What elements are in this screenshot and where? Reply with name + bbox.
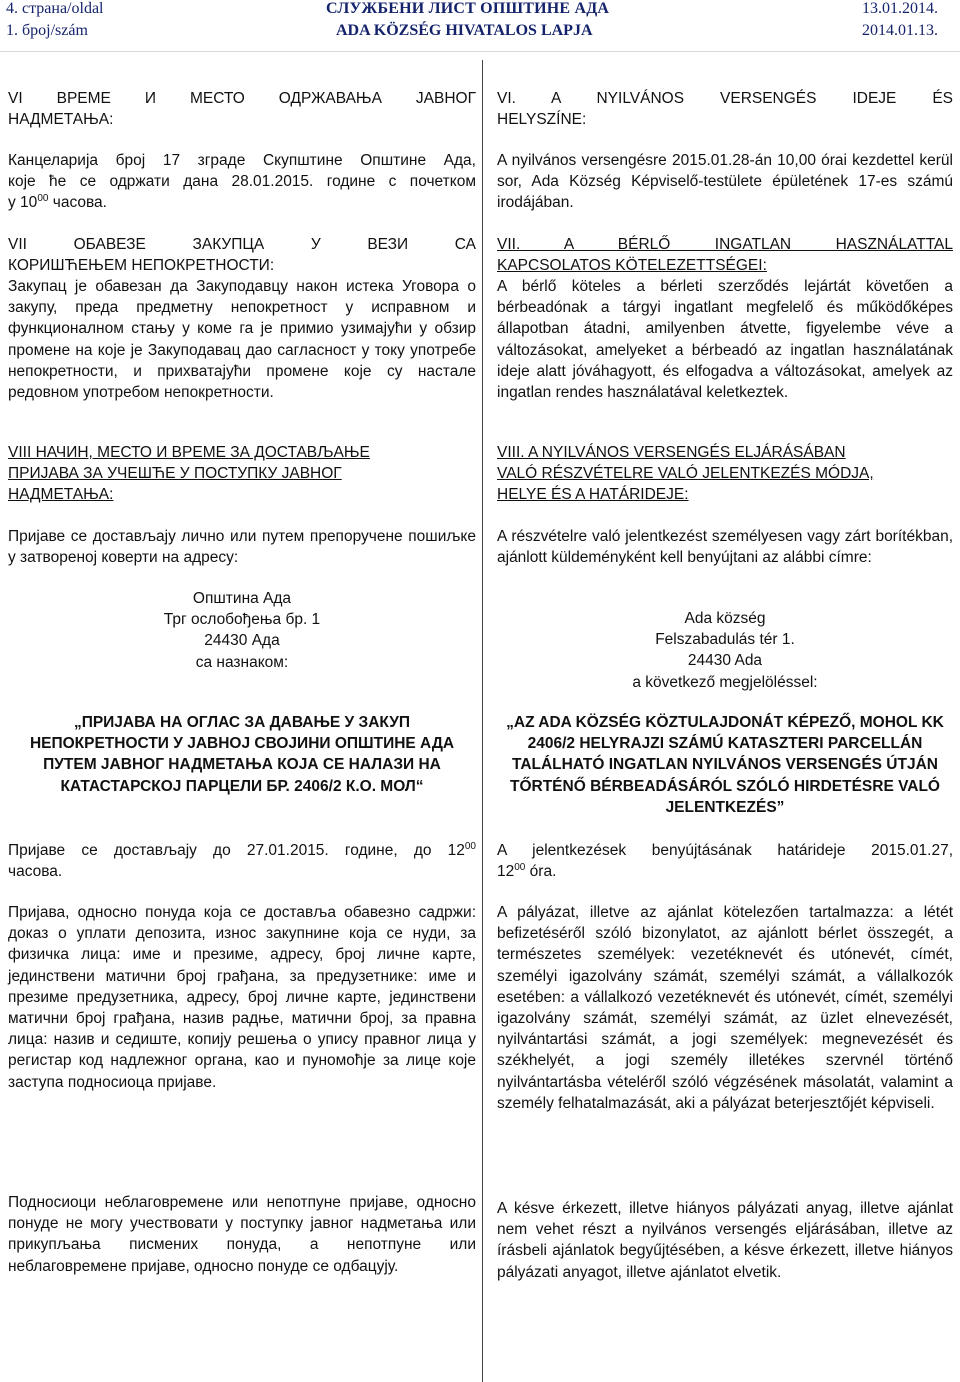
date-sr: 13.01.2014. xyxy=(862,0,938,17)
application-contents-hu: A pályázat, illetve az ajánlat kötelezően tartalmazza: a létét befizetéséről szóló bizonylatot, az ajánlott bérlet összegét, a természetes személyek: vezetéknevét és utónevét, címét, személyi igazolvány számát, személyi számát, a vállalkozók esetében: a vállalkozó vezetéknevét és utónevét, címét, személyi igazolvány számát, személyi számát, az üzlet elnevezését, nyilvántartási számát, a jogi személyek: megnevezését és székhelyét, a jogi személy illetékes szervnél történő nyilvántartásba vételéről szóló végzésének másolatát, valamint a személy felhatalmazását, aki a pályázat beterjesztőjét képviseli. xyxy=(497,904,953,1112)
section-6-heading-hu: VI. A NYILVÁNOS VERSENGÉS IDEJE ÉS HELYSZÍNE: xyxy=(497,90,953,129)
late-applications: Подносиоци неблаговремене или непотпуне пријаве, односно понуде не могу учествовати у поступку јавног надметања или прикупљања писмених понуда, а непотпуне или неблаговремене пријаве, односно понуде се одбацују. xyxy=(8,1194,476,1275)
deadline-hu: A jelentkezések benyújtásának határideje 2015.01.27, $12^{00}$ óra. xyxy=(497,842,953,881)
date-hu: 2014.01.13. xyxy=(862,22,938,39)
issue-number: 1. број/szám xyxy=(6,22,88,39)
publication-title-hu: ADA KÖZSÉG HIVATALOS LAPJA xyxy=(336,22,593,39)
section-7-heading-hu: VII. A BÉRLŐ INGATLAN HASZNÁLATTAL KAPCSOLATOS KÖTELEZETTSÉGEI: xyxy=(497,236,953,275)
publication-title-sr: СЛУЖБЕНИ ЛИСТ ОПШТИНЕ АДА xyxy=(326,0,610,17)
application-title: „ПРИЈАВА НА ОГЛАС ЗА ДАВАЊЕ У ЗАКУП НЕПОКРЕТНОСТИ У ЈАВНОЈ СВОЈИНИ ОПШТИНЕ АДА ПУТЕМ ЈАВНОГ НАДМЕТАЊА КОЈА СЕ НАЛАЗИ НА КАТАСТАРСКОЈ ПАРЦЕЛИ БР. 2406/2 К.О. МОЛ“ xyxy=(29,714,455,795)
section-8-body: Пријаве се достављају лично или путем препоручене пошиљке у затвореној коверти на адресу: xyxy=(8,528,476,567)
late-applications-hu: A késve érkezett, illetve hiányos pályázati anyag, illetve ajánlat nem vehet részt a nyilvános versengés eljárásában, illetve az írásbeli ajánlatok begyűjtésében, a késve érkezett, illetve hiányos pályázati anyagot, illetve ajánlatot elvetik. xyxy=(497,1200,953,1281)
section-7-body-hu: A bérlő köteles a bérleti szerződés lejártát követően a bérbeadónak a tárgyi ingatlant megfelelő és működőképes állapotban átadni, amilyenben átvette, figyelembe véve a változásokat, amelyeket a bérbeadó az ingatlan használatának ideje alatt jóváhagyott, és elfogadva a változásokat, amelyek az ingatlan rendes használatával keletkeztek. xyxy=(497,278,953,402)
section-6-heading: VI ВРЕМЕ И МЕСТО ОДРЖАВАЊА ЈАВНОГ НАДМЕТАЊА: xyxy=(8,90,476,129)
column-divider xyxy=(482,60,483,1382)
section-8-heading-hu: VIII. A NYILVÁNOS VERSENGÉS ELJÁRÁSÁBAN VALÓ RÉSZVÉTELRE VALÓ JELENTKEZÉS MÓDJA, HELYE ÉS A HATÁRIDEJE: xyxy=(497,444,874,504)
section-6-body: Канцеларија број 17 зграде Скупштине Општине Ада, које ће се одржати дана 28.01.2015. године с почетком у $10^{00}$ часова. xyxy=(8,152,476,212)
deadline: Пријаве се достављају до 27.01.2015. године, до $12^{00}$ часова. xyxy=(8,840,476,881)
address-block-hu: Ada község Felszabadulás tér 1. 24430 Ada a következő megjelöléssel: xyxy=(632,610,818,691)
header-rule xyxy=(0,51,960,52)
section-8-body-hu: A részvételre való jelentkezést személyesen vagy zárt borítékban, ajánlott küldeményként kell benyújtani az alábbi címre: xyxy=(497,528,953,567)
application-title-hu: „AZ ADA KÖZSÉG KÖZTULAJDONÁT KÉPEZŐ, MOHOL KK 2406/2 HELYRAJZI SZÁMÚ KATASZTERI PARCELLÁN TALÁLHATÓ INGATLAN NYILVÁNOS VERSENGÉS ÚTJÁN TŐRTÉNŐ BÉRBEADÁSÁRÓL SZÓLÓ HIRDETÉSRE VALÓ JELENTKEZÉS” xyxy=(506,714,944,816)
section-7-heading: VII ОБАВЕЗЕ ЗАКУПЦА У ВЕЗИ СА КОРИШЋЕЊЕМ НЕПОКРЕТНОСТИ: xyxy=(8,236,476,275)
section-6-body-hu: A nyilvános versengésre 2015.01.28-án 10,00 órai kezdettel kerül sor, Ada Község Képviselő-testülete épületének 17-es számú irodájában. xyxy=(497,152,953,212)
section-8-heading: VIII НАЧИН, МЕСТО И ВРЕМЕ ЗА ДОСТАВЉАЊЕ ПРИЈАВА ЗА УЧЕШЋЕ У ПОСТУПКУ ЈАВНОГ НАДМЕТАЊА: xyxy=(8,444,370,504)
page-number: 4. страна/oldal xyxy=(6,0,104,17)
section-7-body: Закупац је обавезан да Закуподавцу након истека Уговора о закупу, преда предметну непокретност у исправном и функционалном стању у коме га је примио узимајући у обзир промене на које је Закуподавац дао сагласност у току употребе непокретности, и прихватајући промене које су настале редовном употребом непокретности. xyxy=(8,278,476,402)
page-header xyxy=(0,0,960,50)
application-contents: Пријава, односно понуда која се доставља обавезно садржи: доказ о уплати депозита, износ закупнине која се нуди, за физичка лица: име и презиме, адресу, број личне карте, јединствени матични број грађана, за предузетнике: име и презиме предузетника, адресу, број личне карте, јединствени матични број грађана, назив радње, матични број, за правна лица: назив и седиште, копију решења о упису правног лица у регистар код надлежног органа, као и пуномоћје за лице које заступа подносиоца пријаве. xyxy=(8,904,476,1091)
address-block: Општина Ада Трг ослобођења бр. 1 24430 Ада са назнаком: xyxy=(163,590,321,671)
